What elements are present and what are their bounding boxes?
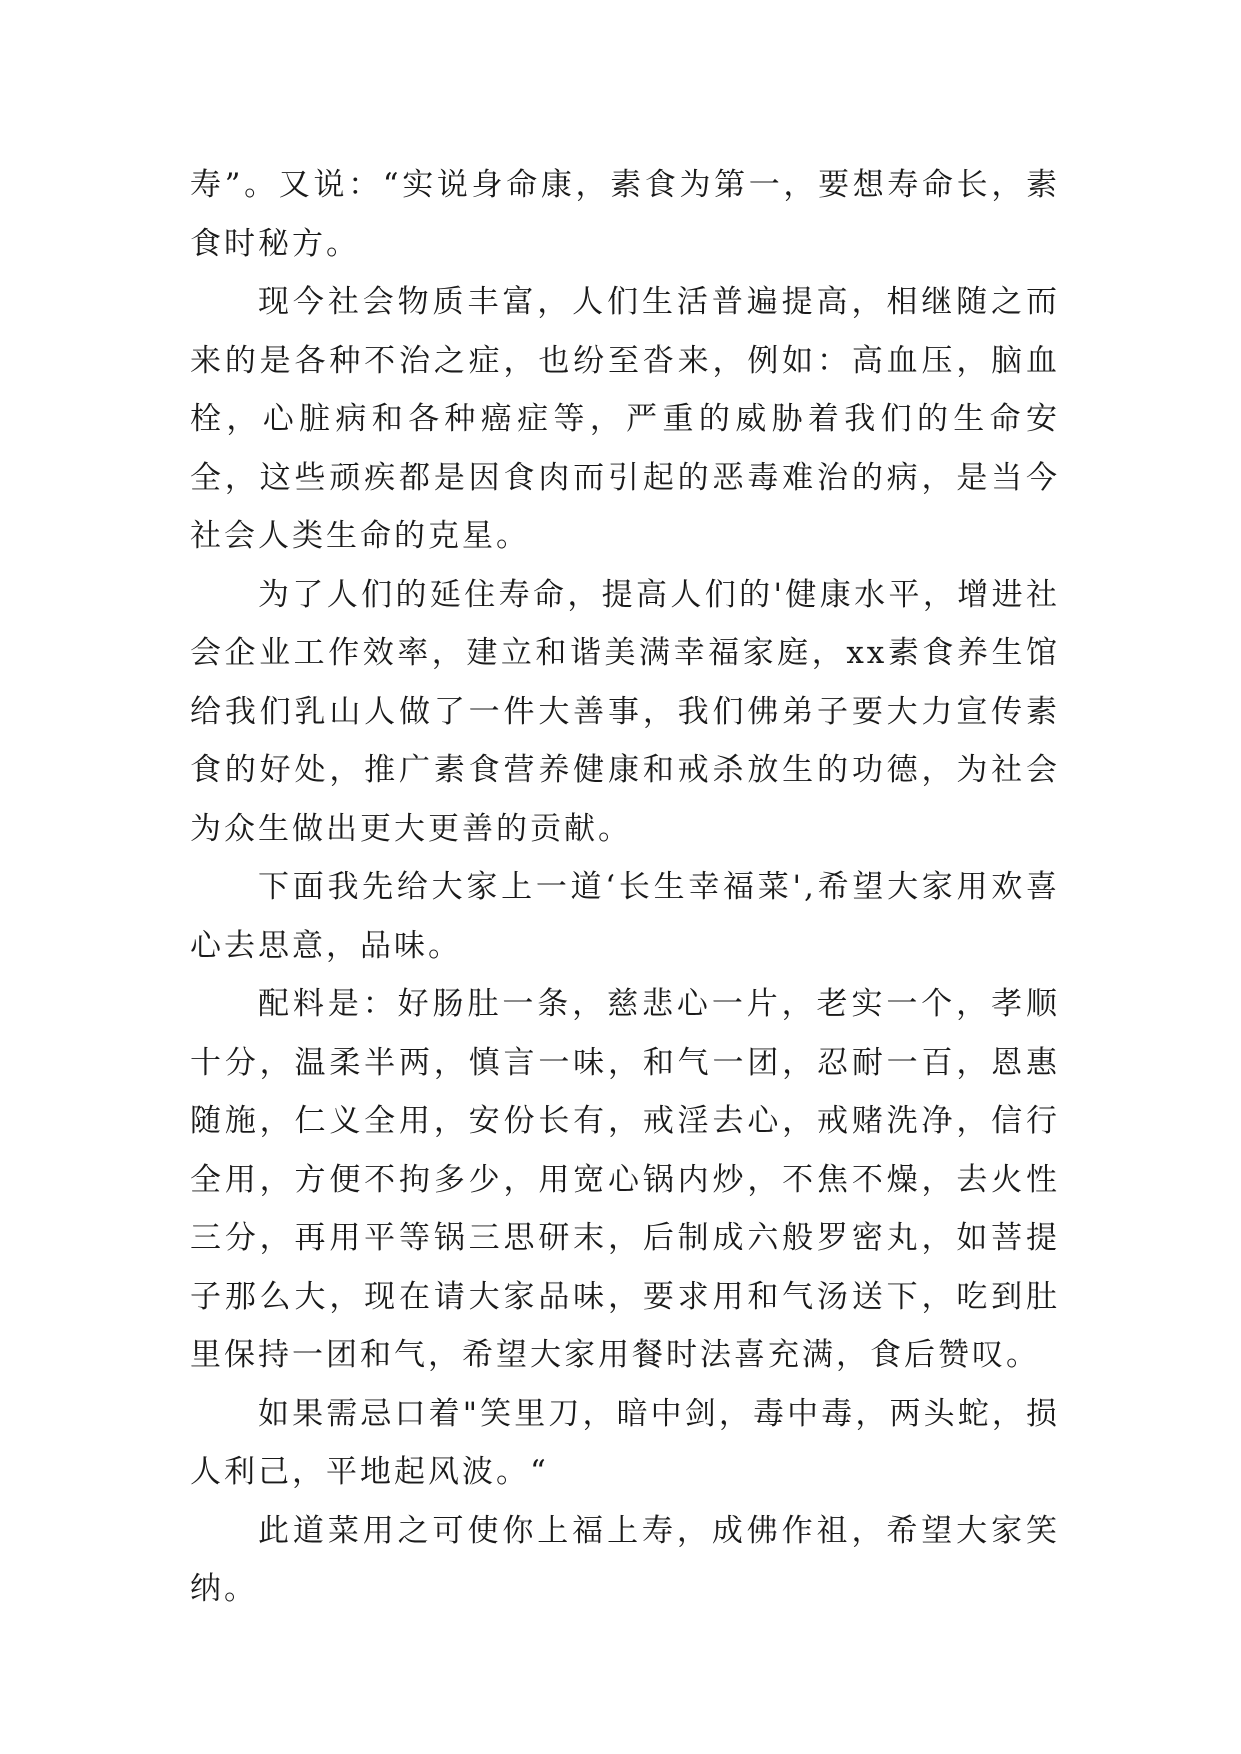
paragraph-1: 寿”。又说：“实说身命康，素食为第一，要想寿命长，素食时秘方。 (190, 167, 1060, 262)
paragraph-3: 为了人们的延住寿命，提高人们的'健康水平，增进社会企业工作效率，建立和谐美满幸福家庭，xx素食养生馆给我们乳山人做了一件大善事，我们佛弟子要大力宣传素食的好处，推广素食营养健康和戒杀放生的功德，为社会为众生做出更大更善的贡献。 (190, 576, 1060, 847)
paragraph-7: 此道菜用之可使你上福上寿，成佛作祖，希望大家笑纳。 (190, 1512, 1060, 1607)
paragraph-2: 现今社会物质丰富，人们生活普遍提高，相继随之而来的是各种不治之症，也纷至沓来，例如：高血压，脑血栓，心脏病和各种癌症等，严重的威胁着我们的生命安全，这些顽疾都是因食肉而引起的恶毒难治的病，是当今社会人类生命的克星。 (190, 284, 1060, 554)
paragraph-6: 如果需忌口着"笑里刀，暗中剑，毒中毒，两头蛇，损人利己，平地起风波。“ (190, 1395, 1060, 1490)
paragraph-4: 下面我先给大家上一道‘长生幸福菜',希望大家用欢喜心去思意，品味。 (190, 869, 1060, 964)
document-body (190, 156, 1060, 1619)
paragraph-5: 配料是：好肠肚一条，慈悲心一片，老实一个，孝顺十分，温柔半两，慎言一味，和气一团，忍耐一百，恩惠随施，仁义全用，安份长有，戒淫去心，戒赌洗净，信行全用，方便不拘多少，用宽心锅内炒，不焦不燥，去火性三分，再用平等锅三思研末，后制成六般罗密丸，如菩提子那么大，现在请大家品味，要求用和气汤送下，吃到肚里保持一团和气，希望大家用餐时法喜充满，食后赞叹。 (190, 986, 1060, 1373)
